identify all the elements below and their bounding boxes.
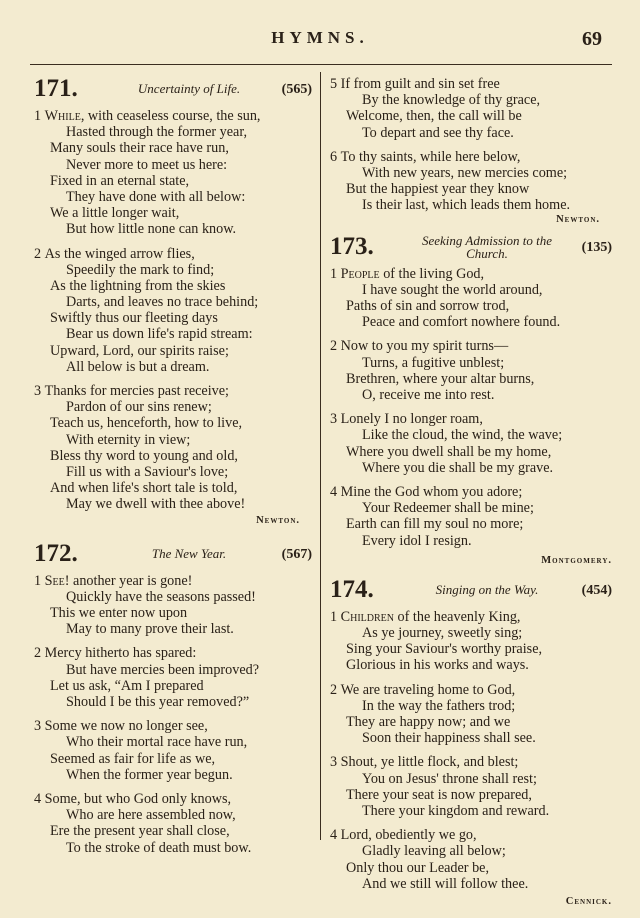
hymn-title: Singing on the Way. bbox=[435, 581, 539, 597]
verse-line: Fill us with a Saviour's love; bbox=[66, 463, 229, 480]
verse-line: 4 Mine the God whom you adore; bbox=[330, 483, 523, 500]
verse-line: 3 Lonely I no longer roam, bbox=[330, 411, 483, 428]
verse-line: Darts, and leaves no trace behind; bbox=[66, 294, 259, 311]
verse-line: In the way the fathers trod; bbox=[362, 697, 516, 714]
stanza bbox=[330, 827, 612, 892]
stanza bbox=[34, 573, 312, 638]
verse-line: O, receive me into rest. bbox=[362, 387, 495, 404]
verse-line: Upward, Lord, our spirits raise; bbox=[50, 342, 229, 359]
hymn-173 bbox=[330, 234, 612, 569]
verse-line: But the happiest year they know bbox=[346, 181, 530, 198]
hymn-171-continued bbox=[330, 76, 612, 228]
verse-line: 3 Some we now no longer see, bbox=[34, 718, 208, 735]
verse-line: Like the cloud, the wind, the wave; bbox=[362, 427, 563, 444]
stanza bbox=[330, 76, 612, 141]
verse-line: Who are here assembled now, bbox=[66, 807, 236, 824]
verse-line: There your kingdom and reward. bbox=[362, 802, 550, 819]
verse-line: Where you die shall be my grave. bbox=[362, 459, 554, 476]
stanza bbox=[330, 682, 612, 747]
verse-line: Gladly leaving all below; bbox=[362, 843, 506, 860]
verse-line: Glorious in his works and ways. bbox=[346, 657, 529, 674]
verse-line: Quickly have the seasons passed! bbox=[66, 588, 256, 605]
verse-line: Ere the present year shall close, bbox=[50, 823, 230, 840]
hymn-header bbox=[330, 577, 612, 603]
verse-line: Where you dwell shall be my home, bbox=[346, 443, 552, 460]
hymn-number: 174. bbox=[330, 575, 374, 603]
hymn-header bbox=[330, 234, 612, 260]
left-column bbox=[34, 76, 312, 864]
verse-line: All below is but a dream. bbox=[66, 358, 210, 375]
verse-line: This we enter now upon bbox=[50, 605, 188, 622]
verse-line: 1 See! another year is gone! bbox=[34, 572, 193, 589]
verse-line: But how little none can know. bbox=[66, 221, 237, 238]
verse-line: As the lightning from the skies bbox=[50, 277, 226, 294]
verse-line: They have done with all below: bbox=[66, 188, 246, 205]
verse-line: As ye journey, sweetly sing; bbox=[362, 625, 523, 642]
verse-line: 2 We are traveling home to God, bbox=[330, 681, 516, 698]
hymn-author: Cennick. bbox=[565, 895, 612, 907]
stanza bbox=[330, 609, 612, 674]
hymn-author: Newton. bbox=[256, 514, 300, 526]
verse-line: May to many prove their last. bbox=[66, 621, 234, 638]
hymn-number: 172. bbox=[34, 539, 78, 567]
hymn-number: 173. bbox=[330, 232, 374, 260]
verse-line: May we dwell with thee above! bbox=[66, 496, 246, 513]
verse-line: And when life's short tale is told, bbox=[50, 480, 238, 497]
verse-line: Welcome, then, the call will be bbox=[346, 108, 522, 125]
verse-line: Hasted through the former year, bbox=[66, 124, 248, 141]
tune-number: (454) bbox=[581, 582, 612, 598]
verse-line: With new years, new mercies come; bbox=[362, 164, 568, 181]
verse-line: Teach us, henceforth, how to live, bbox=[50, 415, 243, 432]
verse-line: Should I be this year removed?” bbox=[66, 694, 250, 711]
verse-line: And we still will follow thee. bbox=[362, 875, 529, 892]
verse-line: Earth can fill my soul no more; bbox=[346, 516, 524, 533]
verse-line: By the knowledge of thy grace, bbox=[362, 92, 541, 109]
verse-line: Let us ask, “Am I prepared bbox=[50, 677, 204, 694]
stanza bbox=[34, 383, 312, 513]
verse-line: Swiftly thus our fleeting days bbox=[50, 310, 218, 327]
verse-line: Only thou our Leader be, bbox=[346, 859, 490, 876]
verse-line: Peace and comfort nowhere found. bbox=[362, 314, 561, 331]
stanza bbox=[34, 645, 312, 710]
right-column bbox=[330, 76, 612, 918]
verse-line: 3 Thanks for mercies past receive; bbox=[34, 383, 229, 399]
tune-number: (567) bbox=[281, 546, 312, 562]
verse-line: Bear us down life's rapid stream: bbox=[66, 326, 253, 343]
verse-line: Never more to meet us here: bbox=[66, 156, 228, 173]
stanza bbox=[34, 791, 312, 856]
verse-line: You on Jesus' throne shall rest; bbox=[362, 770, 537, 787]
verse-line: With eternity in view; bbox=[66, 431, 191, 448]
running-head: HYMNS. bbox=[271, 28, 369, 47]
verse-line: Brethren, where your altar burns, bbox=[346, 370, 535, 387]
verse-line: Is their last, which leads them home. bbox=[362, 197, 571, 214]
verse-line: 4 Lord, obediently we go, bbox=[330, 827, 477, 844]
verse-line: Bless thy word to young and old, bbox=[50, 447, 238, 464]
verse-line: Sing your Saviour's worthy praise, bbox=[346, 641, 543, 658]
stanza bbox=[330, 338, 612, 403]
hymn-title: The New Year. bbox=[151, 545, 227, 561]
page-number: 69 bbox=[582, 28, 602, 50]
hymn-header bbox=[34, 76, 312, 102]
verse-line: 1 Children of the heavenly King, bbox=[330, 608, 521, 625]
verse-line: Speedily the mark to find; bbox=[66, 261, 215, 278]
stanza bbox=[34, 718, 312, 783]
hymn-author: Montgomery. bbox=[541, 554, 612, 566]
stanza bbox=[330, 411, 612, 476]
hymn-172 bbox=[34, 541, 312, 856]
verse-line: 5 If from guilt and sin set free bbox=[330, 76, 500, 92]
verse-line: 1 While, with ceaseless course, the sun, bbox=[34, 108, 261, 124]
verse-line: I have sought the world around, bbox=[362, 281, 543, 298]
verse-line: Every idol I resign. bbox=[362, 532, 472, 549]
verse-line: Seemed as fair for life as we, bbox=[50, 750, 216, 767]
verse-line: Soon their happiness shall see. bbox=[362, 730, 536, 747]
verse-line: Many souls their race have run, bbox=[50, 140, 229, 157]
stanza bbox=[34, 246, 312, 376]
hymn-author: Newton. bbox=[556, 213, 600, 225]
header-rule bbox=[30, 64, 612, 65]
verse-line: 2 Now to you my spirit turns— bbox=[330, 338, 509, 355]
stanza bbox=[330, 484, 612, 549]
hymn-number: 171. bbox=[34, 75, 78, 102]
hymn-title: Seeking Admission to the Church. bbox=[421, 232, 553, 261]
hymn-171 bbox=[34, 76, 312, 529]
verse-line: There your seat is now prepared, bbox=[346, 786, 532, 803]
verse-line: When the former year begun. bbox=[66, 766, 233, 783]
verse-line: To depart and see thy face. bbox=[362, 124, 514, 141]
verse-line: Your Redeemer shall be mine; bbox=[362, 500, 534, 517]
verse-line: Paths of sin and sorrow trod, bbox=[346, 298, 510, 315]
hymn-title: Uncertainty of Life. bbox=[137, 81, 241, 96]
verse-line: 2 Mercy hitherto has spared: bbox=[34, 645, 197, 662]
stanza bbox=[330, 149, 612, 214]
stanza bbox=[330, 754, 612, 819]
column-divider bbox=[320, 72, 321, 840]
verse-line: 1 People of the living God, bbox=[330, 265, 485, 282]
verse-line: Turns, a fugitive unblest; bbox=[362, 354, 505, 371]
verse-line: Fixed in an eternal state, bbox=[50, 172, 190, 189]
tune-number: (135) bbox=[581, 239, 612, 255]
verse-line: 3 Shout, ye little flock, and blest; bbox=[330, 754, 519, 771]
verse-line: We a little longer wait, bbox=[50, 205, 180, 222]
stanza bbox=[34, 108, 312, 238]
hymn-header bbox=[34, 541, 312, 567]
verse-line: To the stroke of death must bow. bbox=[66, 839, 252, 856]
verse-line: 2 As the winged arrow flies, bbox=[34, 245, 195, 262]
verse-line: Who their mortal race have run, bbox=[66, 734, 248, 751]
hymn-174 bbox=[330, 577, 612, 910]
verse-line: They are happy now; and we bbox=[346, 714, 511, 731]
stanza bbox=[330, 266, 612, 331]
tune-number: (565) bbox=[281, 82, 312, 97]
verse-line: 6 To thy saints, while here below, bbox=[330, 148, 521, 165]
verse-line: Pardon of our sins renew; bbox=[66, 399, 212, 416]
verse-line: But have mercies been improved? bbox=[66, 661, 260, 678]
verse-line: 4 Some, but who God only knows, bbox=[34, 790, 232, 807]
